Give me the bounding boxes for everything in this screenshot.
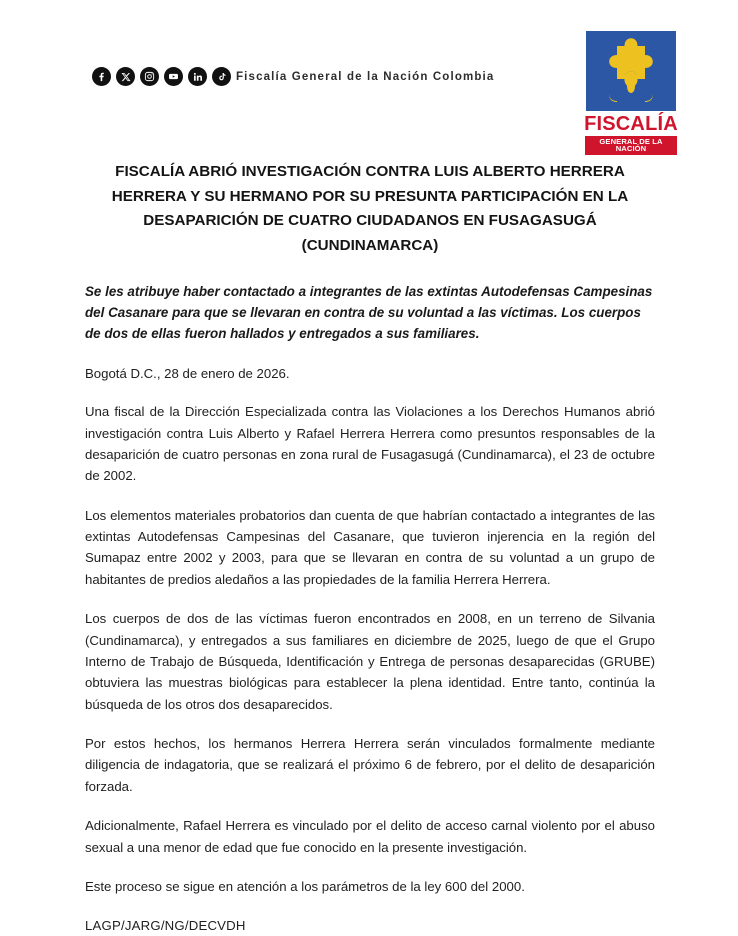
logo-subtitle: GENERAL DE LA NACIÓN [585, 136, 677, 155]
fiscalia-logo [582, 31, 680, 155]
body-paragraph-2: Los elementos materiales probatorios dan cuenta de que habrían contactado a integrantes de las extintas Autodefensas Campesinas del Casanare, que tuvieron injerencia en la región del Sumapaz entre 2002 y 2003, para que se llevaran en contra de su voluntad a un grupo de habitantes de predios aledaños a las propiedades de la familia Herrera Herrera. [85, 507, 655, 587]
puzzle-piece-icon [586, 31, 676, 111]
x-twitter-icon[interactable] [116, 67, 135, 86]
youtube-icon[interactable] [164, 67, 183, 86]
linkedin-icon[interactable] [188, 67, 207, 86]
dateline: Bogotá D.C., 28 de enero de 2026. [85, 365, 290, 381]
signature-code: LAGP/JARG/NG/DECVDH [85, 918, 246, 934]
instagram-icon[interactable] [140, 67, 159, 86]
body-paragraph-1: Una fiscal de la Dirección Especializada contra las Violaciones a los Derechos Humanos abrió investigación contra Luis Alberto y Rafael Herrera Herrera como presuntos responsables de la desaparición de cuatro personas en zona rural de Fusagasugá (Cundinamarca), el 23 de octubre de 2002. [85, 404, 655, 484]
social-media-links [92, 67, 231, 86]
lead-paragraph: Se les atribuye haber contactado a integrantes de las extintas Autodefensas Campesinas del Casanare para que se llevaran en contra de su voluntad a las víctimas. Los cuerpos de dos de ellas fueron hallados y entregados a sus familiares. [85, 283, 653, 342]
brand-name: Fiscalía General de la Nación Colombia [236, 71, 495, 83]
body-paragraph-4: Por estos hechos, los hermanos Herrera Herrera serán vinculados formalmente mediante diligencia de indagatoria, que se realizará el próximo 6 de febrero, por el delito de desaparición forzada. [85, 736, 655, 794]
document-body [0, 160, 738, 936]
tiktok-icon[interactable] [212, 67, 231, 86]
facebook-icon[interactable] [92, 67, 111, 86]
page-title: FISCALÍA ABRIÓ INVESTIGACIÓN CONTRA LUIS ALBERTO HERRERA HERRERA Y SU HERMANO POR SU PRESUNTA PARTICIPACIÓN EN LA DESAPARICIÓN DE CUATRO CIUDADANOS EN FUSAGASUGÁ (CUNDINAMARCA) [111, 163, 629, 254]
body-paragraph-3: Los cuerpos de dos de las víctimas fueron encontrados en 2008, en un terreno de Silvania (Cundinamarca), y entregados a sus familiares en diciembre de 2025, luego de que el Grupo Interno de Trabajo de Búsqueda, Identificación y Entrega de personas desaparecidas (GRUBE) obtuviera las muestras biológicas para establecer la plena identidad. Entre tanto, continúa la búsqueda de los otros dos desaparecidos. [85, 611, 655, 712]
logo-wordmark: FISCALÍA [584, 113, 678, 135]
body-paragraph-5: Adicionalmente, Rafael Herrera es vinculado por el delito de acceso carnal violento por el abuso sexual a una menor de edad que fue conocido en la presente investigación. [85, 818, 655, 855]
document-header [0, 0, 738, 154]
body-paragraph-6: Este proceso se sigue en atención a los parámetros de la ley 600 del 2000. [85, 878, 525, 894]
